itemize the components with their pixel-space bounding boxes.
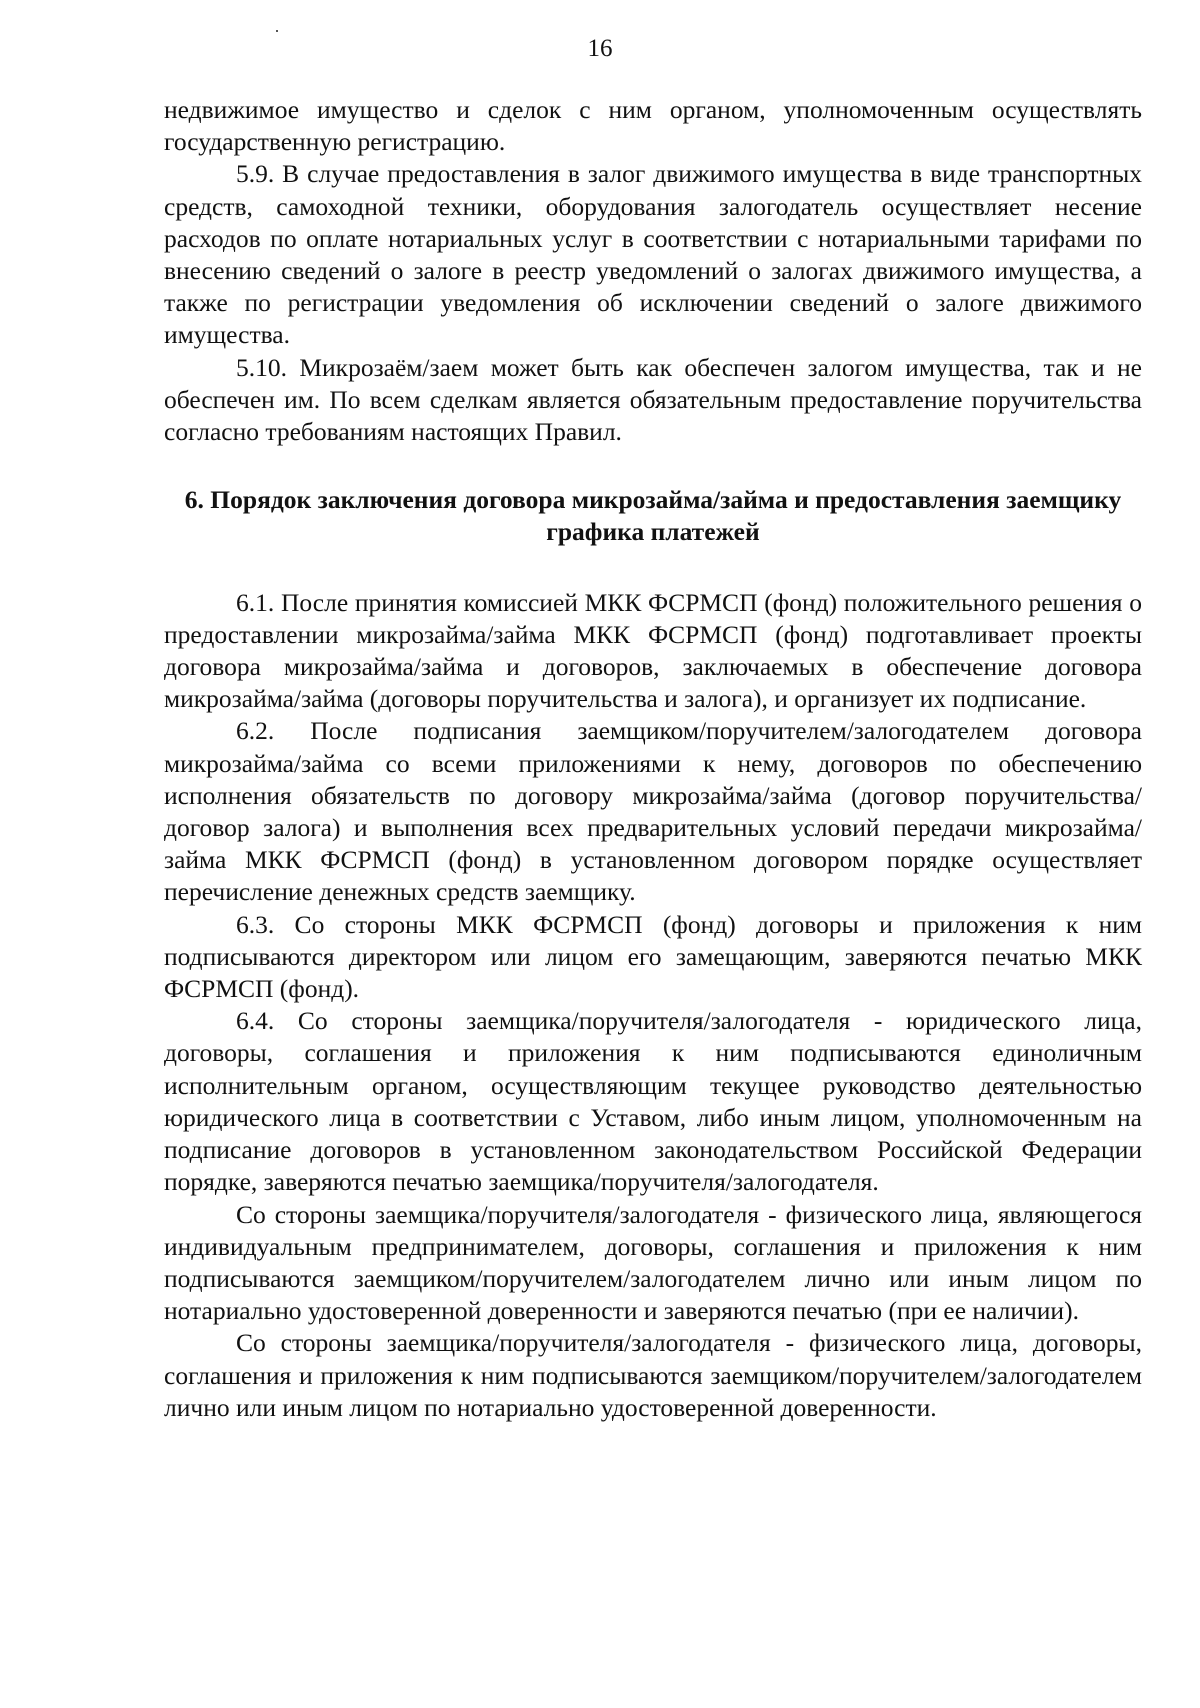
page-number: 16 — [587, 35, 613, 62]
paragraph-continuation: недвижимое имущество и сделок с ним органом, уполномоченным осуществлять государственную регистрацию. — [164, 95, 1142, 157]
paragraph-6-4: 6.4. Со стороны заемщика/поручителя/залогодателя - юридического лица, договоры, соглашения и приложения к ним подписываются единоличным исполнительным органом, осуществляющим текущее руководство деятельностью юридического лица в соответствии с Уставом, либо иным лицом, уполномоченным на подписание договоров в установленном законодательством Российской Федерации порядке, заверяются печатью заемщика/поручителя/залогодателя. — [164, 1006, 1142, 1197]
paragraph-6-2: 6.2. После подписания заемщиком/поручителем/залогодателем договора микрозайма/займа со всеми приложениями к нему, договоров по обеспечению исполнения обязательств по договору микрозайма/займа (договор поручительства/договор залога) и выполнения всех предварительных условий передачи микрозайма/займа МКК ФСРМСП (фонд) в установленном договором порядке осуществляет перечисление денежных средств заемщику. — [164, 716, 1142, 907]
section-6-heading: 6. Порядок заключения договора микрозайма/займа и предоставления заемщику графика платежей — [184, 485, 1122, 547]
paragraph-6-4-entrepreneur: Со стороны заемщика/поручителя/залогодателя - физического лица, являющегося индивидуальным предпринимателем, договоры, соглашения и приложения к ним подписываются заемщиком/поручителем/залогодателем лично или иным лицом по нотариально удостоверенной доверенности и заверяются печатью (при ее наличии). — [164, 1199, 1142, 1326]
paragraph-5-9: 5.9. В случае предоставления в залог движимого имущества в виде транспортных средств, самоходной техники, оборудования залогодатель осуществляет несение расходов по оплате нотариальных услуг в соответствии с нотариальными тарифами по внесению сведений о залоге в реестр уведомлений о залогах движимого имущества, а также по регистрации уведомления об исключении сведений о залоге движимого имущества. — [164, 159, 1142, 350]
document-body — [164, 94, 1142, 1424]
paragraph-5-10: 5.10. Микрозаём/заем может быть как обеспечен залогом имущества, так и не обеспечен им. По всем сделкам является обязательным предоставление поручительства согласно требованиям настоящих Правил. — [164, 352, 1142, 447]
paragraph-6-1: 6.1. После принятия комиссией МКК ФСРМСП (фонд) положительного решения о предоставлении микрозайма/займа МКК ФСРМСП (фонд) подготавливает проекты договора микрозайма/займа и договоров, заключаемых в обеспечение договора микрозайма/займа (договоры поручительства и залога), и организует их подписание. — [164, 587, 1142, 714]
scan-speck — [276, 30, 278, 32]
paragraph-6-4-individual: Со стороны заемщика/поручителя/залогодателя - физического лица, договоры, соглашения и приложения к ним подписываются заемщиком/поручителем/залогодателем лично или иным лицом по нотариально удостоверенной доверенности. — [164, 1328, 1142, 1422]
paragraph-6-3: 6.3. Со стороны МКК ФСРМСП (фонд) договоры и приложения к ним подписываются директором или лицом его замещающим, заверяются печатью МКК ФСРМСП (фонд). — [164, 909, 1142, 1004]
